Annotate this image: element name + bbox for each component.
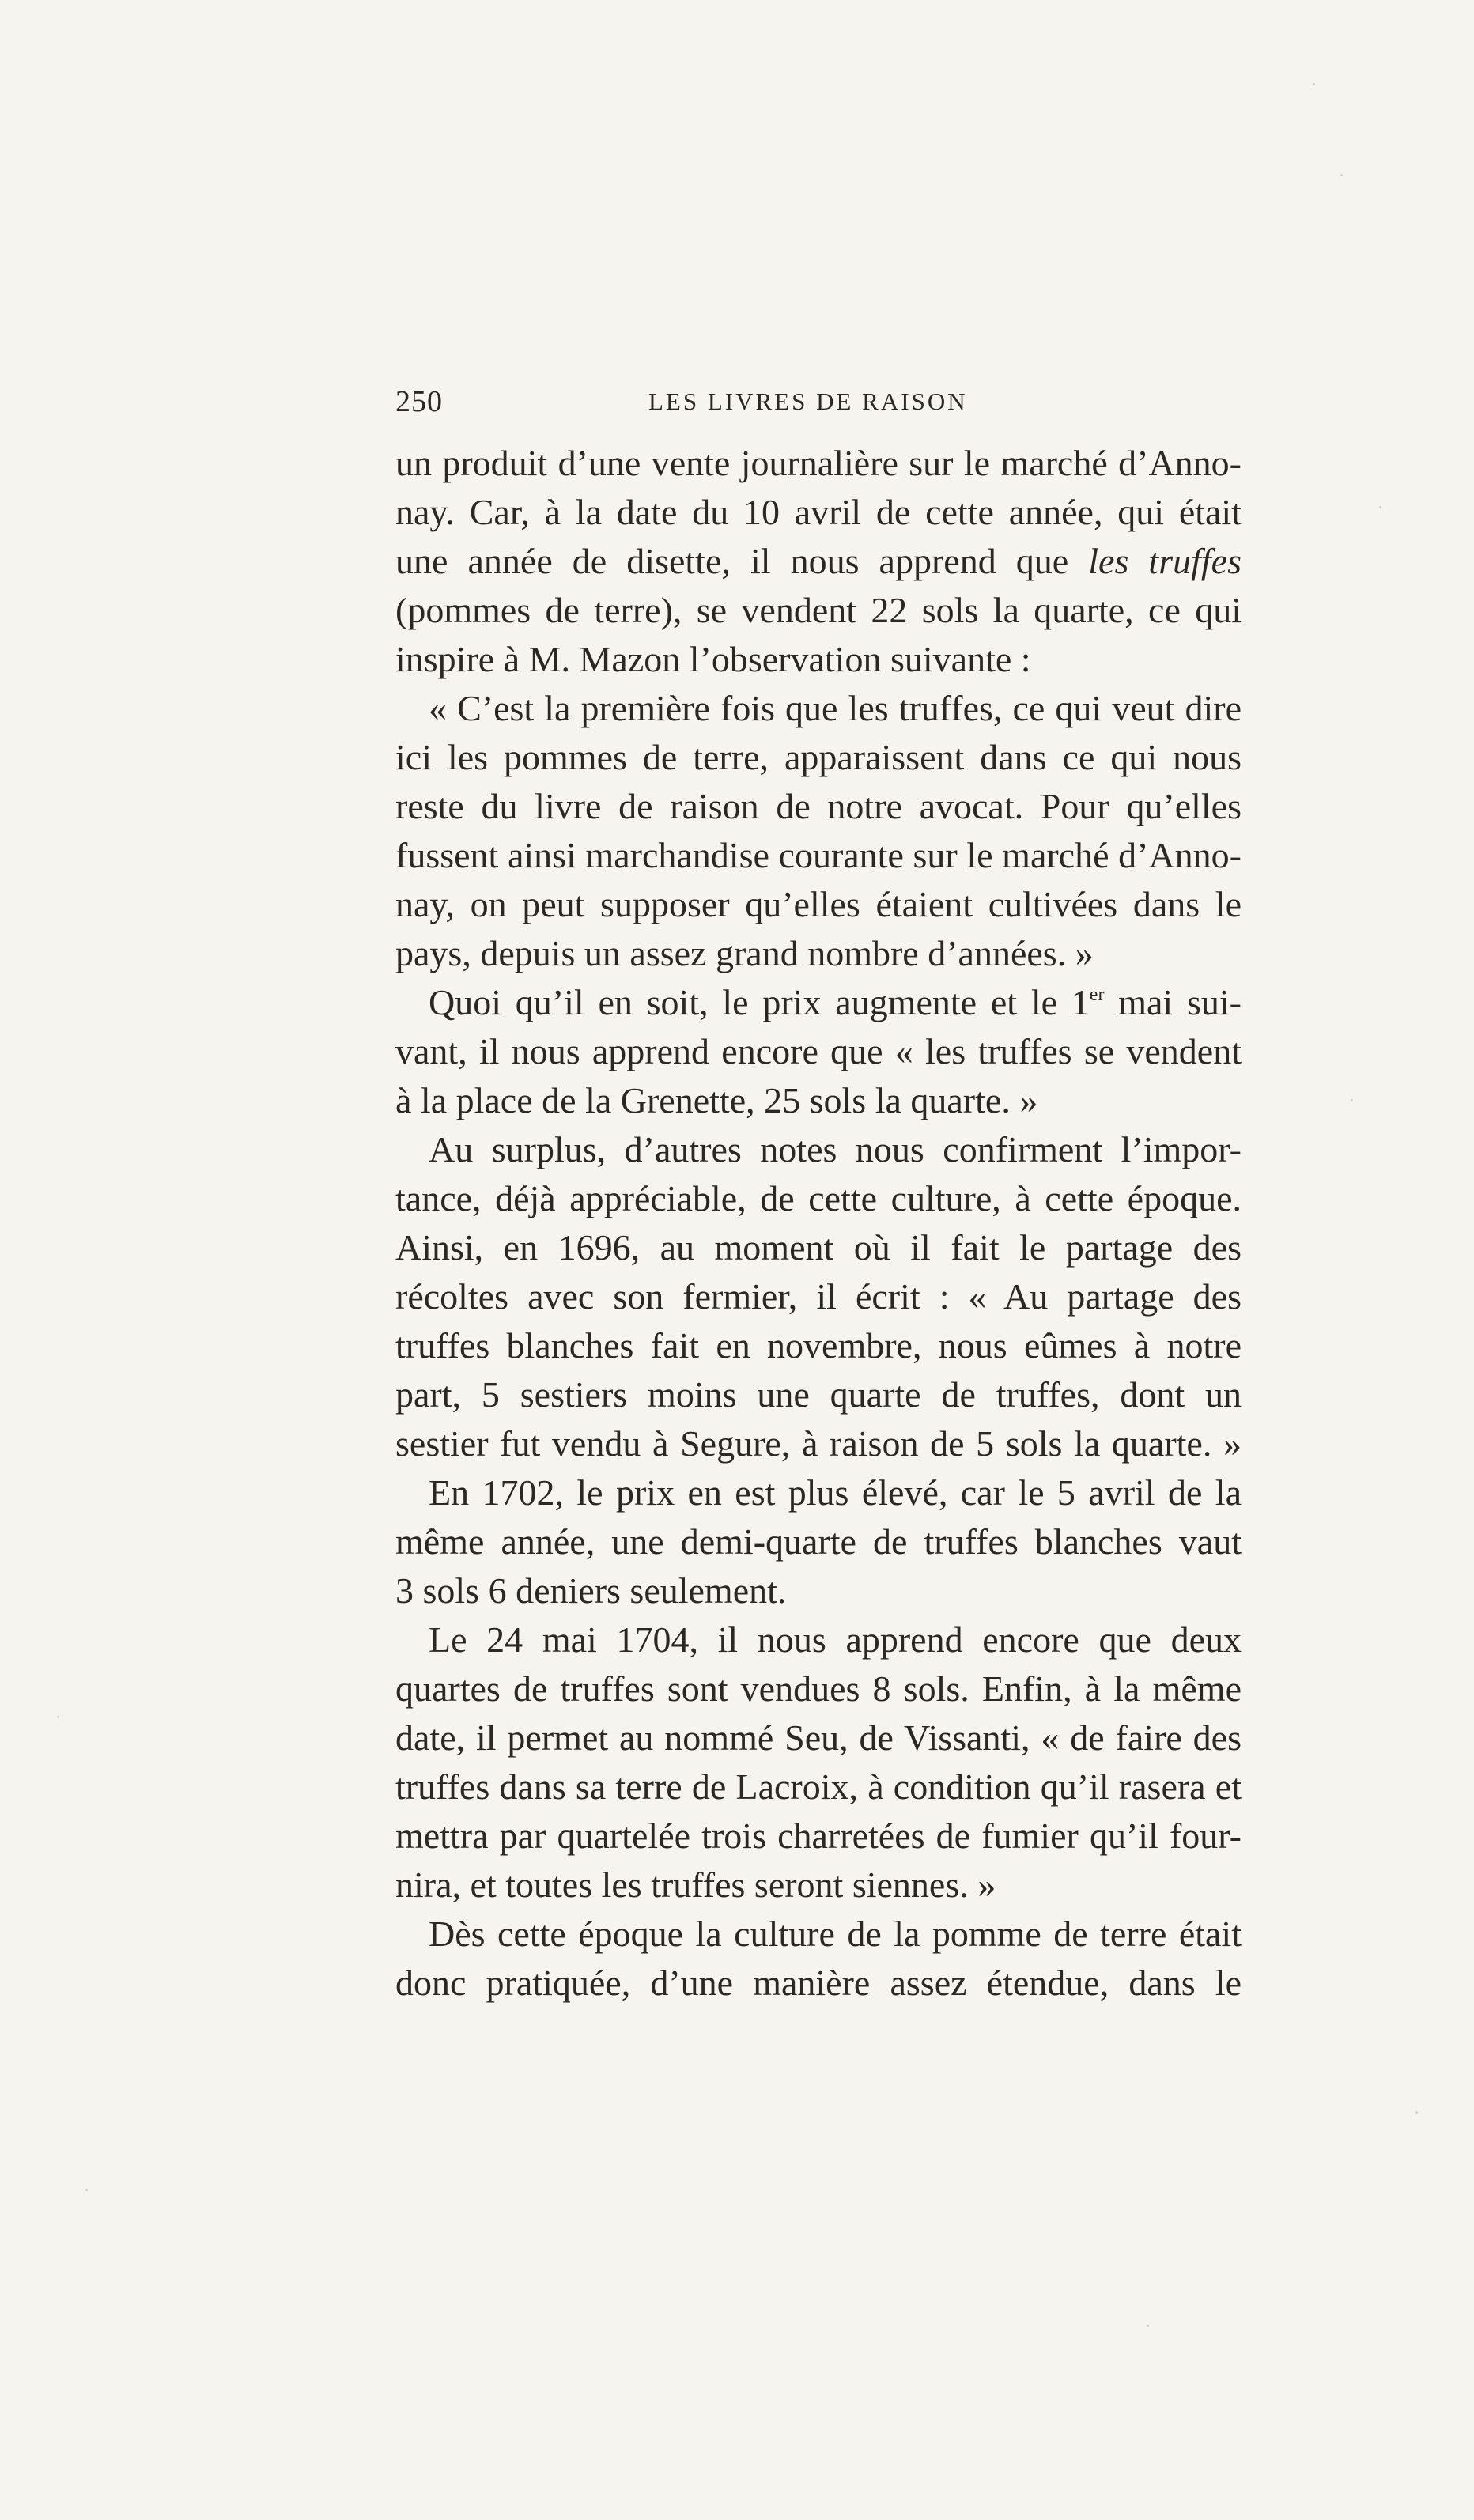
text-line xyxy=(395,537,1242,586)
text-line: mettra par quartelée trois charretées de fumier qu’il four- xyxy=(395,1815,1242,1856)
text-fragment: mai sui- xyxy=(1104,982,1242,1022)
paper-speck xyxy=(1415,2111,1418,2114)
superscript: er xyxy=(1089,984,1105,1005)
text-line: Ainsi, en 1696, au moment où il fait le partage des xyxy=(395,1227,1242,1268)
text-line: pays, depuis un assez grand nombre d’années. » xyxy=(395,933,1094,973)
text-line: truffes dans sa terre de Lacroix, à condition qu’il rasera et xyxy=(395,1766,1242,1807)
text-line: part, 5 sestiers moins une quarte de truffes, dont un xyxy=(395,1374,1242,1415)
text-line: Le 24 mai 1704, il nous apprend encore que deux xyxy=(429,1619,1242,1660)
body-text xyxy=(395,439,1242,2008)
text-line: date, il permet au nommé Seu, de Vissanti, « de faire des xyxy=(395,1717,1242,1758)
text-line: (pommes de terre), se vendent 22 sols la quarte, ce qui xyxy=(395,590,1242,630)
paper-speck xyxy=(1147,2325,1149,2327)
text-line: Au surplus, d’autres notes nous confirment l’impor- xyxy=(429,1129,1242,1169)
running-title: LES LIVRES DE RAISON xyxy=(648,387,968,415)
text-line: truffes blanches fait en novembre, nous eûmes à notre xyxy=(395,1325,1242,1366)
text-line: ici les pommes de terre, apparaissent dans ce qui nous xyxy=(395,737,1242,777)
text-line: un produit d’une vente journalière sur le marché d’Anno- xyxy=(395,443,1242,483)
text-line: reste du livre de raison de notre avocat. Pour qu’elles xyxy=(395,786,1242,826)
text-line: sestier fut vendu à Segure, à raison de 5 sols la quarte. » xyxy=(395,1423,1242,1464)
text-line: nay, on peut supposer qu’elles étaient cultivées dans le xyxy=(395,884,1242,924)
text-line: « C’est la première fois que les truffes, ce qui veut dire xyxy=(429,688,1242,728)
paper-speck xyxy=(1340,174,1343,176)
text-line: En 1702, le prix en est plus élevé, car le 5 avril de la xyxy=(429,1472,1242,1513)
paper-speck xyxy=(1313,83,1315,85)
text-line: à la place de la Grenette, 25 sols la quarte. » xyxy=(395,1080,1038,1120)
text-line: nira, et toutes les truffes seront siennes. » xyxy=(395,1864,996,1905)
text-line: fussent ainsi marchandise courante sur le marché d’Anno- xyxy=(395,835,1242,875)
text-line: donc pratiquée, d’une manière assez étendue, dans le xyxy=(395,1963,1242,2003)
paper-speck xyxy=(57,1716,59,1718)
italic-term: les truffes xyxy=(1088,541,1242,581)
paper-speck xyxy=(85,2189,88,2191)
text-line: nay. Car, à la date du 10 avril de cette année, qui était xyxy=(395,492,1242,532)
text-line: 3 sols 6 deniers seulement. xyxy=(395,1570,787,1611)
text-fragment: Quoi qu’il en soit, le prix augmente et le 1 xyxy=(429,982,1090,1022)
text-line: inspire à M. Mazon l’observation suivante : xyxy=(395,639,1031,679)
text-line: Dès cette époque la culture de la pomme de terre était xyxy=(429,1914,1242,1954)
page-header xyxy=(395,384,1242,432)
paper-speck xyxy=(1379,506,1381,508)
text-line: quartes de truffes sont vendues 8 sols. Enfin, à la même xyxy=(395,1668,1242,1709)
text-line: vant, il nous apprend encore que « les truffes se vendent xyxy=(395,1031,1242,1071)
text-line: tance, déjà appréciable, de cette culture, à cette époque. xyxy=(395,1178,1242,1218)
text-line xyxy=(395,978,1242,1027)
text-line: même année, une demi-quarte de truffes blanches vaut xyxy=(395,1521,1242,1562)
text-line: récoltes avec son fermier, il écrit : « Au partage des xyxy=(395,1276,1242,1317)
text-fragment: une année de disette, il nous apprend que xyxy=(395,541,1089,581)
paper-speck xyxy=(1351,1099,1353,1101)
page-number: 250 xyxy=(395,385,443,418)
